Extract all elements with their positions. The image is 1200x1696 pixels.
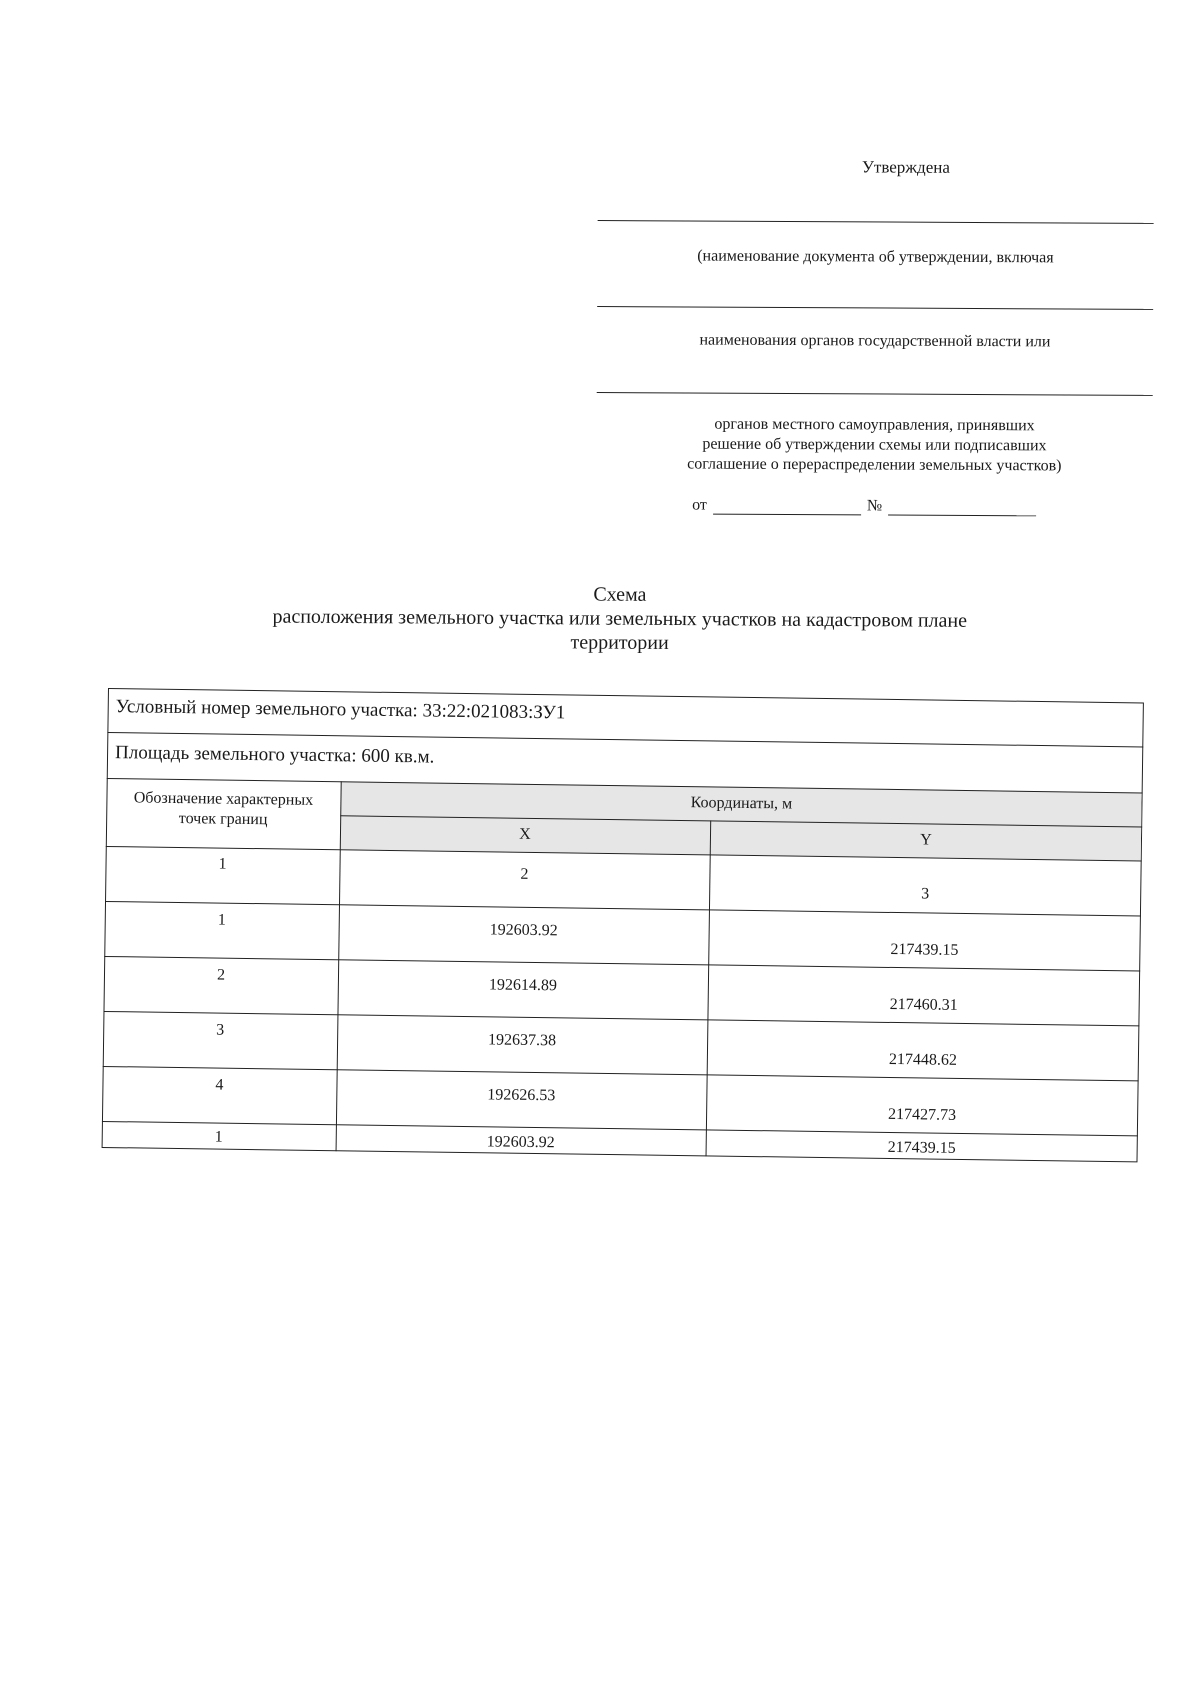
table-row-3-y: 217448.62	[888, 1050, 958, 1069]
approval-blank-line-1	[598, 220, 1154, 224]
date-blank	[713, 500, 861, 516]
approval-block	[598, 150, 1154, 515]
points-column-header	[106, 788, 341, 831]
table-row-1-point: 1	[217, 911, 226, 929]
scheme-title-line-2: расположения земельного участка или земельных участков на кадастровом плане	[272, 605, 968, 632]
approval-caption-2: наименования органов государственной власти или	[699, 331, 1051, 351]
table-row-5-point: 1	[214, 1128, 223, 1146]
table-row-4-point: 4	[215, 1076, 224, 1094]
scheme-title-line-1: Схема	[593, 583, 647, 606]
scheme-title-line-3: территории	[570, 631, 669, 654]
approval-caption-1: (наименование документа об утверждении, включая	[697, 247, 1054, 267]
approval-caption-3-line-2: решение об утверждении схемы или подписавших	[702, 435, 1047, 455]
table-row-5-y: 217439.15	[887, 1138, 956, 1157]
coordinates-table	[102, 688, 1144, 1162]
parcel-number-label: Условный номер земельного участка: 33:22:021083:ЗУ1	[115, 696, 566, 724]
number-blank	[888, 501, 1036, 517]
number-label: №	[866, 497, 883, 515]
table-row-2-point: 2	[216, 966, 226, 984]
table-row-2-x: 192614.89	[488, 976, 558, 995]
approval-date-line	[692, 496, 1036, 516]
y-column-header: Y	[920, 831, 932, 849]
date-label: от	[692, 496, 707, 514]
table-row-1-y: 217439.15	[890, 940, 959, 959]
parcel-area-label: Площадь земельного участка: 600 кв.м.	[114, 742, 435, 768]
numbering-col-3: 3	[921, 885, 930, 903]
scheme-title	[180, 580, 1060, 657]
numbering-col-1: 1	[218, 855, 227, 873]
x-column-header: X	[519, 825, 531, 843]
approval-caption-3-line-1: органов местного самоуправления, принявших	[714, 415, 1035, 435]
table-row-5-x: 192603.92	[486, 1133, 555, 1152]
table-row-4-x: 192626.53	[487, 1086, 556, 1105]
coords-header: Координаты, м	[690, 794, 793, 813]
approval-blank-line-2	[597, 306, 1153, 310]
points-header-line-1: Обозначение характерных	[133, 789, 314, 809]
approval-caption-3-line-3: соглашение о перераспределении земельных участков)	[687, 455, 1062, 475]
numbering-col-2: 2	[520, 865, 529, 883]
table-row-4-y: 217427.73	[888, 1105, 957, 1124]
points-header-line-2: точек границ	[178, 810, 268, 829]
table-row-3-x: 192637.38	[488, 1031, 557, 1050]
table-row-1-x: 192603.92	[489, 921, 558, 940]
approval-blank-line-3	[597, 392, 1153, 396]
table-row-3-point: 3	[216, 1021, 225, 1039]
table-row-2-y: 217460.31	[889, 995, 958, 1014]
approved-title: Утверждена	[861, 157, 950, 177]
